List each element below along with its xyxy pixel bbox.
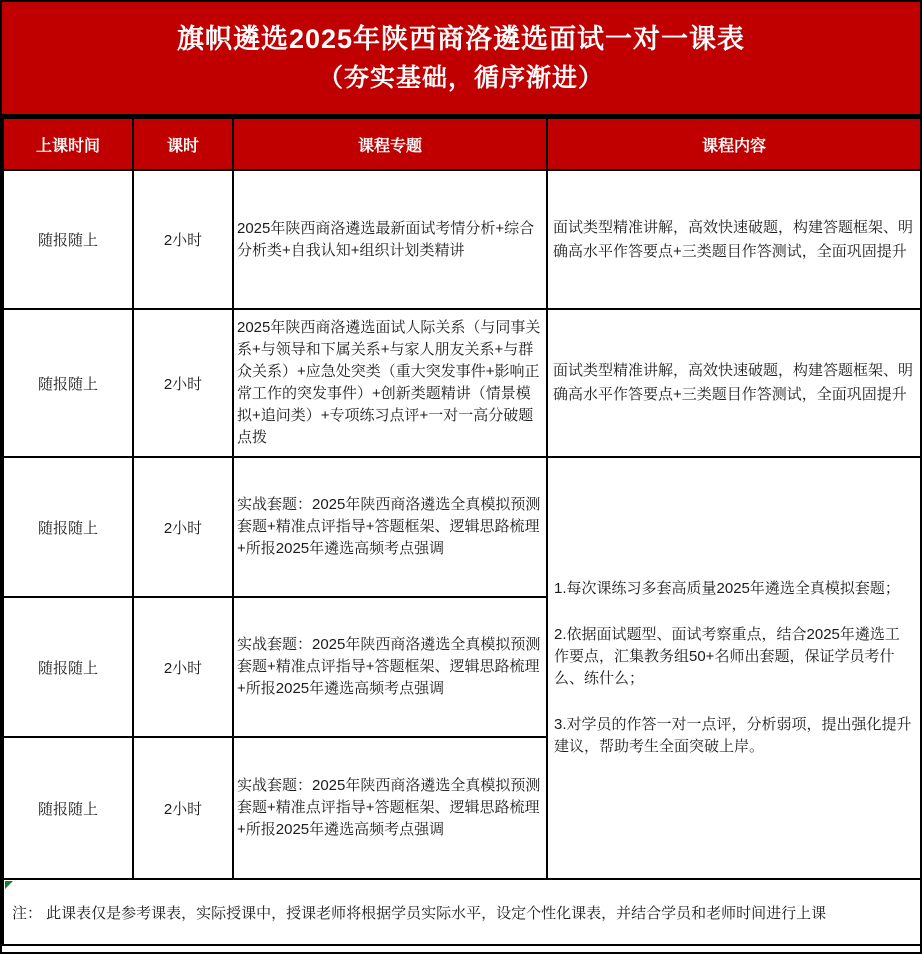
schedule-table bbox=[2, 117, 922, 946]
excel-error-flag-icon bbox=[5, 881, 13, 889]
hours-cell: 2小时 bbox=[133, 457, 233, 597]
header-cell-topic: 课程专题 bbox=[233, 118, 547, 170]
hours-cell: 2小时 bbox=[133, 597, 233, 737]
content-cell: 面试类型精准讲解，高效快速破题，构建答题框架、明确高水平作答要点+三类题目作答测试，全面巩固提升 bbox=[547, 170, 921, 309]
header-cell-content: 课程内容 bbox=[547, 118, 921, 170]
topic-cell: 实战套题：2025年陕西商洛遴选全真模拟预测套题+精准点评指导+答题框架、逻辑思路梳理+所报2025年遴选高频考点强调 bbox=[233, 597, 547, 737]
class-time-cell: 随报随上 bbox=[3, 737, 133, 879]
header-cell-class-time: 上课时间 bbox=[3, 118, 133, 170]
topic-cell: 2025年陕西商洛遴选面试人际关系（与同事关系+与领导和下属关系+与家人朋友关系+与群众关系）+应急处突类（重大突发事件+影响正常工作的突发事件）+创新类题精讲（情景模拟+追问类）+专项练习点评+一对一高分破题点拨 bbox=[233, 309, 547, 457]
hours-cell: 2小时 bbox=[133, 737, 233, 879]
merged-content-cell bbox=[547, 457, 921, 879]
class-time-cell: 随报随上 bbox=[3, 597, 133, 737]
merged-content-item-3: 3.对学员的作答一对一点评，分析弱项，提出强化提升建议，帮助考生全面突破上岸。 bbox=[554, 716, 912, 755]
class-time-cell: 随报随上 bbox=[3, 309, 133, 457]
table-header-row bbox=[3, 118, 921, 170]
title-banner bbox=[2, 2, 920, 117]
table-row bbox=[3, 309, 921, 457]
class-time-cell: 随报随上 bbox=[3, 457, 133, 597]
note-text: 注： 此课表仅是参考课表，实际授课中，授课老师将根据学员实际水平，设定个性化课表，并结合学员和老师时间进行上课 bbox=[12, 904, 827, 922]
page-title: 旗帜遴选2025年陕西商洛遴选面试一对一课表 bbox=[176, 24, 746, 54]
merged-content-item-1: 1.每次课练习多套高质量2025年遴选全真模拟套题； bbox=[554, 580, 900, 597]
topic-cell: 实战套题：2025年陕西商洛遴选全真模拟预测套题+精准点评指导+答题框架、逻辑思路梳理+所报2025年遴选高频考点强调 bbox=[233, 737, 547, 879]
hours-cell: 2小时 bbox=[133, 309, 233, 457]
hours-cell: 2小时 bbox=[133, 170, 233, 309]
table-row bbox=[3, 457, 921, 597]
topic-cell: 实战套题：2025年陕西商洛遴选全真模拟预测套题+精准点评指导+答题框架、逻辑思路梳理+所报2025年遴选高频考点强调 bbox=[233, 457, 547, 597]
header-cell-hours: 课时 bbox=[133, 118, 233, 170]
merged-content-item-2: 2.依据面试题型、面试考察重点，结合2025年遴选工作要点，汇集教务组50+名师出套题，保证学员考什么、练什么； bbox=[554, 626, 900, 687]
topic-cell: 2025年陕西商洛遴选最新面试考情分析+综合分析类+自我认知+组织计划类精讲 bbox=[233, 170, 547, 309]
table-row bbox=[3, 170, 921, 309]
page-subtitle: （夯实基础，循序渐进） bbox=[317, 64, 604, 92]
content-cell: 面试类型精准讲解，高效快速破题，构建答题框架、明确高水平作答要点+三类题目作答测试，全面巩固提升 bbox=[547, 309, 921, 457]
class-time-cell: 随报随上 bbox=[3, 170, 133, 309]
note-row bbox=[3, 879, 921, 945]
note-cell bbox=[3, 879, 921, 945]
